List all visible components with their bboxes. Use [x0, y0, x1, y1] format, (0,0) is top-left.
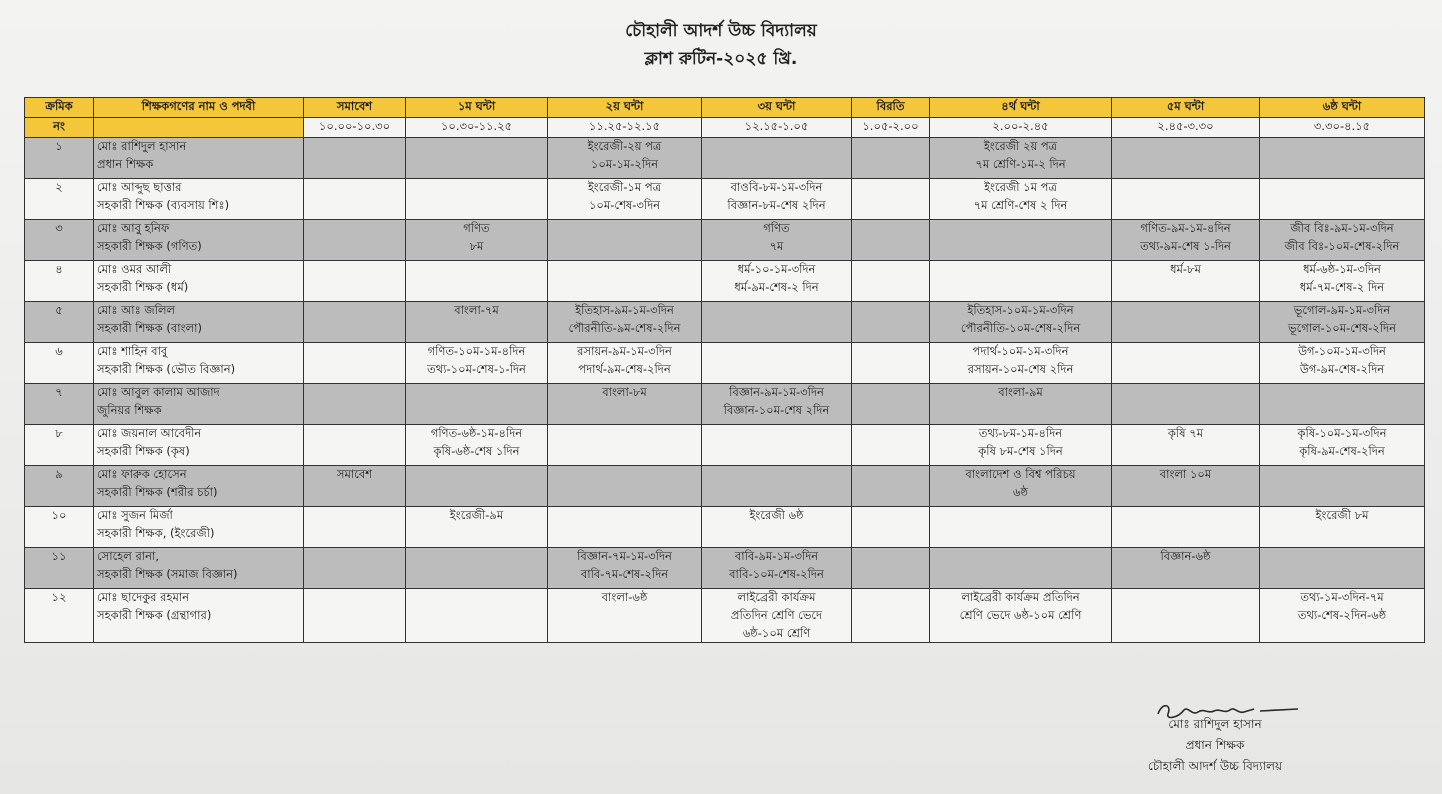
period-line: বিজ্ঞান-১০ম-শেষ ২দিন — [723, 402, 830, 417]
teacher-name: মোঃ আব্দুছ ছাত্তার — [97, 180, 182, 194]
time-row — [25, 118, 1425, 138]
time-cell: ২.৪৫-৩.৩০ — [1112, 118, 1260, 138]
period-cell — [1112, 220, 1260, 261]
period-line: উগ-৯ম-শেষ-২দিন — [1299, 361, 1385, 376]
period-line: গণিত — [763, 221, 790, 235]
period-cell — [548, 425, 702, 466]
period-cell — [702, 302, 852, 343]
period-line: বিজ্ঞান-৯ম-১ম-৩দিন — [729, 385, 824, 399]
period-line: ইতিহাস-১০ম-১ম-৩দিন — [967, 303, 1074, 317]
time-cell: ১০.০০-১০.৩০ — [304, 118, 406, 138]
col-header: ৫ম ঘন্টা — [1112, 98, 1260, 118]
period-cell — [304, 384, 406, 425]
period-cell — [930, 138, 1112, 179]
col-header: সমাবেশ — [304, 98, 406, 118]
period-cell — [1260, 507, 1425, 548]
teacher-designation: সহকারী শিক্ষক (গ্রন্থাগার) — [97, 607, 212, 622]
period-line: পৌরনীতি-১০ম-শেষ-২দিন — [960, 320, 1081, 335]
period-line: শ্রেণি ভেদে ৬ষ্ঠ-১০ম শ্রেণি — [959, 607, 1082, 622]
time-cell: ১০.৩০-১১.২৫ — [406, 118, 548, 138]
serial-cell: ১০ — [25, 507, 94, 548]
period-line: ৭ম শ্রেণি-শেষ ২ দিন — [973, 197, 1068, 212]
period-cell — [702, 589, 852, 643]
period-line: ধর্ম-৭ম-শেষ-২ দিন — [1299, 279, 1385, 294]
period-cell — [1260, 220, 1425, 261]
serial-cell: ২ — [25, 179, 94, 220]
teacher-designation: সহকারী শিক্ষক (ধর্ম) — [97, 279, 189, 294]
period-cell — [304, 589, 406, 643]
period-line: রসায়ন-১০ম-শেষ ২দিন — [967, 361, 1074, 376]
period-line: ৬ষ্ঠ-১০ম শ্রেণি — [742, 625, 811, 640]
signatory-school: চৌহালী আদর্শ উচ্চ বিদ্যালয় — [1147, 759, 1283, 773]
period-cell — [702, 507, 852, 548]
col-header: ২য় ঘন্টা — [548, 98, 702, 118]
table-row — [25, 343, 1425, 384]
period-line: বাংলা-৮ম — [602, 385, 647, 399]
period-cell — [852, 261, 930, 302]
period-cell — [548, 261, 702, 302]
period-line: গণিত-৬ষ্ঠ-১ম-৪দিন — [430, 426, 523, 440]
teacher-designation: সহকারী শিক্ষক, (ইংরেজী) — [97, 525, 215, 540]
period-cell — [702, 548, 852, 589]
signatory-designation: প্রধান শিক্ষক — [1185, 738, 1245, 752]
period-line: পৌরনীতি-৯ম-শেষ-২দিন — [568, 320, 681, 335]
period-line: ধর্ম-১০-১ম-৩দিন — [737, 262, 816, 276]
period-cell — [304, 548, 406, 589]
col-header: ৪র্থ ঘন্টা — [930, 98, 1112, 118]
period-line: লাইব্রেরী কার্যক্রম — [737, 590, 816, 604]
period-cell — [1112, 138, 1260, 179]
table-row — [25, 589, 1425, 643]
period-cell — [702, 466, 852, 507]
period-line: কৃষি ৭ম — [1167, 426, 1204, 440]
col-header: ১ম ঘন্টা — [406, 98, 548, 118]
period-line: বাবি-১০ম-শেষ-২দিন — [729, 566, 824, 581]
period-cell — [548, 589, 702, 643]
period-cell — [304, 302, 406, 343]
period-line: বাংলা-৭ম — [454, 303, 499, 317]
period-line: পদার্থ-১০ম-১ম-৩দিন — [972, 344, 1069, 358]
period-cell — [1112, 589, 1260, 643]
routine-title: ক্লাশ রুটিন-২০২৫ খ্রি. — [644, 49, 798, 69]
teacher-cell — [94, 589, 304, 643]
period-cell — [304, 261, 406, 302]
period-cell — [852, 466, 930, 507]
period-line: প্রতিদিন শ্রেণি ভেদে — [730, 607, 823, 622]
teacher-cell — [94, 507, 304, 548]
period-cell — [1260, 548, 1425, 589]
period-cell — [304, 425, 406, 466]
period-cell — [1260, 302, 1425, 343]
period-cell — [702, 138, 852, 179]
teacher-name: সোহেল রানা, — [97, 549, 159, 563]
table-row — [25, 384, 1425, 425]
period-cell — [548, 343, 702, 384]
teacher-cell — [94, 179, 304, 220]
period-cell — [406, 466, 548, 507]
serial-cell: ১ — [25, 138, 94, 179]
period-cell — [304, 466, 406, 507]
teacher-cell — [94, 466, 304, 507]
period-cell — [930, 179, 1112, 220]
period-cell — [548, 138, 702, 179]
period-cell — [1112, 548, 1260, 589]
period-cell — [930, 466, 1112, 507]
period-cell — [548, 507, 702, 548]
teacher-cell — [94, 425, 304, 466]
period-cell — [406, 261, 548, 302]
teacher-name: মোঃ আবুল কালাম আজাদ — [97, 385, 220, 399]
period-cell — [406, 179, 548, 220]
period-cell — [852, 302, 930, 343]
teacher-designation: সহকারী শিক্ষক (সমাজ বিজ্ঞান) — [97, 566, 238, 581]
teacher-cell — [94, 261, 304, 302]
teacher-name: মোঃ রাশিদুল হাসান — [97, 139, 187, 153]
period-line: ৬ষ্ঠ — [1013, 484, 1028, 499]
period-cell — [304, 507, 406, 548]
teacher-name: মোঃ আঃ জলিল — [97, 303, 176, 317]
period-cell — [930, 261, 1112, 302]
period-cell — [1260, 466, 1425, 507]
period-cell — [406, 220, 548, 261]
teacher-name: মোঃ সুজন মির্জা — [97, 508, 173, 522]
table-row — [25, 466, 1425, 507]
period-line: ৭ম শ্রেণি-১ম-২ দিন — [975, 156, 1066, 171]
teacher-cell — [94, 384, 304, 425]
serial-cell: ৩ — [25, 220, 94, 261]
table-row — [25, 425, 1425, 466]
time-cell: ১২.১৫-১.০৫ — [702, 118, 852, 138]
table-row — [25, 302, 1425, 343]
time-cell — [94, 118, 304, 138]
period-line: তথ্য-১ম-৩দিন-৭ম — [1300, 590, 1384, 604]
period-cell — [1260, 261, 1425, 302]
col-header: শিক্ষকগণের নাম ও পদবী — [94, 98, 304, 118]
period-cell — [702, 220, 852, 261]
period-line: বাবি-৭ম-শেষ-২দিন — [580, 566, 669, 581]
table-row — [25, 220, 1425, 261]
period-line: জীব বিঃ-৯ম-১ম-৩দিন — [1290, 221, 1394, 235]
period-line: ইংরেজী-১ম পত্র — [587, 180, 662, 194]
period-cell — [304, 179, 406, 220]
period-cell — [1112, 261, 1260, 302]
period-cell — [304, 343, 406, 384]
period-cell — [702, 179, 852, 220]
period-cell — [406, 138, 548, 179]
period-line: ধর্ম-৮ম — [1170, 262, 1201, 276]
period-cell — [1260, 179, 1425, 220]
period-cell — [548, 384, 702, 425]
period-cell — [304, 138, 406, 179]
period-line: ১০ম-১ম-২দিন — [590, 156, 659, 171]
period-cell — [1112, 466, 1260, 507]
teacher-name: মোঃ আবু হনিফ — [97, 221, 170, 235]
period-cell — [852, 343, 930, 384]
signature-block — [1120, 714, 1310, 777]
period-line: ধর্ম-৬ষ্ঠ-১ম-৩দিন — [1303, 262, 1381, 276]
period-line: বাংলা ১০ম — [1159, 467, 1212, 481]
teacher-designation: জুনিয়র শিক্ষক — [97, 402, 162, 417]
period-line: উগ-১০ম-১ম-৩দিন — [1298, 344, 1386, 358]
period-cell — [930, 220, 1112, 261]
period-line: বাওবি-৮ম-১ম-৩দিন — [730, 180, 823, 194]
period-cell — [852, 384, 930, 425]
period-cell — [1112, 507, 1260, 548]
period-cell — [930, 507, 1112, 548]
period-line: গণিত-৯ম-১ম-৪দিন — [1140, 221, 1231, 235]
period-line: বিজ্ঞান-৬ষ্ঠ — [1160, 549, 1211, 563]
period-line: জীব বিঃ-১০ম-শেষ-২দিন — [1284, 238, 1400, 253]
serial-cell: ৭ — [25, 384, 94, 425]
period-line: ধর্ম-৯ম-শেষ-২ দিন — [734, 279, 819, 294]
school-name: চৌহালী আদর্শ উচ্চ বিদ্যালয় — [625, 21, 817, 41]
teacher-designation: সহকারী শিক্ষক (গণিত) — [97, 238, 202, 253]
serial-cell: ৯ — [25, 466, 94, 507]
time-cell: ২.০০-২.৪৫ — [930, 118, 1112, 138]
teacher-designation: সহকারী শিক্ষক (কৃষ) — [97, 443, 190, 458]
period-cell — [548, 302, 702, 343]
period-line: ইংরেজী-২য় পত্র — [587, 139, 662, 153]
teacher-cell — [94, 138, 304, 179]
period-cell — [702, 384, 852, 425]
period-line: গণিত-১০ম-১ম-৪দিন — [427, 344, 526, 358]
period-line: ভূগোল-১০ম-শেষ-২দিন — [1288, 320, 1396, 335]
period-cell — [1112, 343, 1260, 384]
teacher-cell — [94, 302, 304, 343]
period-cell — [852, 425, 930, 466]
period-cell — [406, 507, 548, 548]
period-cell — [1260, 425, 1425, 466]
period-cell — [930, 589, 1112, 643]
serial-cell: ৬ — [25, 343, 94, 384]
teacher-name: মোঃ ফারুক হোসেন — [97, 467, 187, 481]
period-cell — [930, 548, 1112, 589]
period-cell — [406, 302, 548, 343]
teacher-cell — [94, 220, 304, 261]
time-cell: ৩.৩০-৪.১৫ — [1260, 118, 1425, 138]
period-line: ইংরেজী ৮ম — [1315, 508, 1369, 522]
col-header: ৩য় ঘন্টা — [702, 98, 852, 118]
period-line: ইংরেজী ১ম পত্র — [984, 180, 1057, 194]
period-line: বাংলাদেশ ও বিশ্ব পরিচয় — [965, 467, 1076, 481]
period-line: বাংলা-৯ম — [998, 385, 1043, 399]
period-line: ৮ম — [469, 238, 484, 253]
period-line: গণিত — [463, 221, 490, 235]
period-line: বাংলা-৬ষ্ঠ — [601, 590, 648, 604]
period-line: তথ্য-শেষ-২দিন-৬ষ্ঠ — [1297, 607, 1387, 622]
serial-cell: ১২ — [25, 589, 94, 643]
period-cell — [702, 343, 852, 384]
serial-cell: ৮ — [25, 425, 94, 466]
table-row — [25, 138, 1425, 179]
table-row — [25, 179, 1425, 220]
period-line: পদার্থ-৯ম-শেষ-২দিন — [578, 361, 671, 376]
signatory-name: মোঃ রাশিদুল হাসান — [1168, 717, 1262, 731]
teacher-designation: সহকারী শিক্ষক (ব্যবসায় শিঃ) — [97, 197, 230, 212]
time-cell: ১১.২৫-১২.১৫ — [548, 118, 702, 138]
teacher-designation: সহকারী শিক্ষক (ভৌত বিজ্ঞান) — [97, 361, 236, 376]
period-cell — [406, 384, 548, 425]
period-cell — [930, 343, 1112, 384]
period-line: বিজ্ঞান-৭ম-১ম-৩দিন — [577, 549, 672, 563]
table-row — [25, 261, 1425, 302]
period-line: সমাবেশ — [336, 467, 373, 481]
period-cell — [1260, 589, 1425, 643]
teacher-cell — [94, 343, 304, 384]
period-cell — [1112, 425, 1260, 466]
period-line: তথ্য-১০ম-শেষ-১-দিন — [427, 361, 526, 376]
teacher-name: মোঃ শাহিন বাবু — [97, 344, 168, 358]
period-line: ইতিহাস-৯ম-১ম-৩দিন — [575, 303, 674, 317]
period-line: রসায়ন-৯ম-১ম-৩দিন — [577, 344, 672, 358]
routine-table — [24, 97, 1425, 643]
period-line: কৃষি-১০ম-১ম-৩দিন — [1297, 426, 1387, 440]
period-cell — [1260, 343, 1425, 384]
period-cell — [406, 425, 548, 466]
period-line: কৃষি ৮ম-শেষ ১দিন — [978, 443, 1063, 458]
period-line: ৭ম — [769, 238, 784, 253]
period-cell — [930, 302, 1112, 343]
teacher-name: মোঃ ছাদেকুর রহমান — [97, 590, 190, 604]
period-cell — [406, 343, 548, 384]
period-cell — [1260, 138, 1425, 179]
period-line: কৃষি-৬ষ্ঠ-শেষ ১দিন — [433, 443, 520, 458]
table-row — [25, 548, 1425, 589]
period-cell — [548, 548, 702, 589]
teacher-name: মোঃ জয়নাল আবেদীন — [97, 426, 202, 440]
period-cell — [548, 220, 702, 261]
period-cell — [548, 179, 702, 220]
period-line: লাইব্রেরী কার্যক্রম প্রতিদিন — [961, 590, 1080, 604]
serial-cell: ৪ — [25, 261, 94, 302]
teacher-cell — [94, 548, 304, 589]
period-cell — [852, 589, 930, 643]
period-cell — [702, 261, 852, 302]
period-cell — [852, 138, 930, 179]
period-line: ইংরেজী ২য় পত্র — [983, 139, 1058, 153]
col-header: বিরতি — [852, 98, 930, 118]
serial-cell: ৫ — [25, 302, 94, 343]
period-line: কৃষি-৯ম-শেষ-২দিন — [1299, 443, 1385, 458]
teacher-designation: প্রধান শিক্ষক — [97, 156, 154, 171]
period-cell — [852, 220, 930, 261]
time-cell: ১.০৫-২.০০ — [852, 118, 930, 138]
period-cell — [930, 425, 1112, 466]
period-cell — [1112, 179, 1260, 220]
period-cell — [1260, 384, 1425, 425]
period-line: বাবি-৯ম-১ম-৩দিন — [734, 549, 819, 563]
serial-sub-header: নং — [25, 118, 94, 138]
period-cell — [852, 507, 930, 548]
period-cell — [1112, 384, 1260, 425]
col-header: ৬ষ্ঠ ঘন্টা — [1260, 98, 1425, 118]
period-line: ইংরেজী-৯ম — [449, 508, 504, 522]
header-row — [25, 98, 1425, 118]
period-cell — [930, 384, 1112, 425]
teacher-designation: সহকারী শিক্ষক (বাংলা) — [97, 320, 202, 335]
period-line: তথ্য-৮ম-১ম-৪দিন — [978, 426, 1063, 440]
period-line: ১০ম-শেষ-৩দিন — [588, 197, 661, 212]
period-cell — [1112, 302, 1260, 343]
period-cell — [852, 179, 930, 220]
serial-cell: ১১ — [25, 548, 94, 589]
period-line: ইংরেজী ৬ষ্ঠ — [749, 508, 804, 522]
period-cell — [548, 466, 702, 507]
teacher-name: মোঃ ওমর আলী — [97, 262, 172, 276]
period-cell — [702, 425, 852, 466]
period-line: ভূগোল-৯ম-১ম-৩দিন — [1293, 303, 1391, 317]
period-cell — [304, 220, 406, 261]
period-cell — [852, 548, 930, 589]
period-cell — [406, 589, 548, 643]
table-row — [25, 507, 1425, 548]
teacher-designation: সহকারী শিক্ষক (শরীর চর্চা) — [97, 484, 218, 499]
period-line: তথ্য-৯ম-শেষ ১-দিন — [1140, 238, 1231, 253]
col-header: ক্রমিক — [25, 98, 94, 118]
period-line: বিজ্ঞান-৮ম-শেষ ২দিন — [727, 197, 826, 212]
period-cell — [406, 548, 548, 589]
